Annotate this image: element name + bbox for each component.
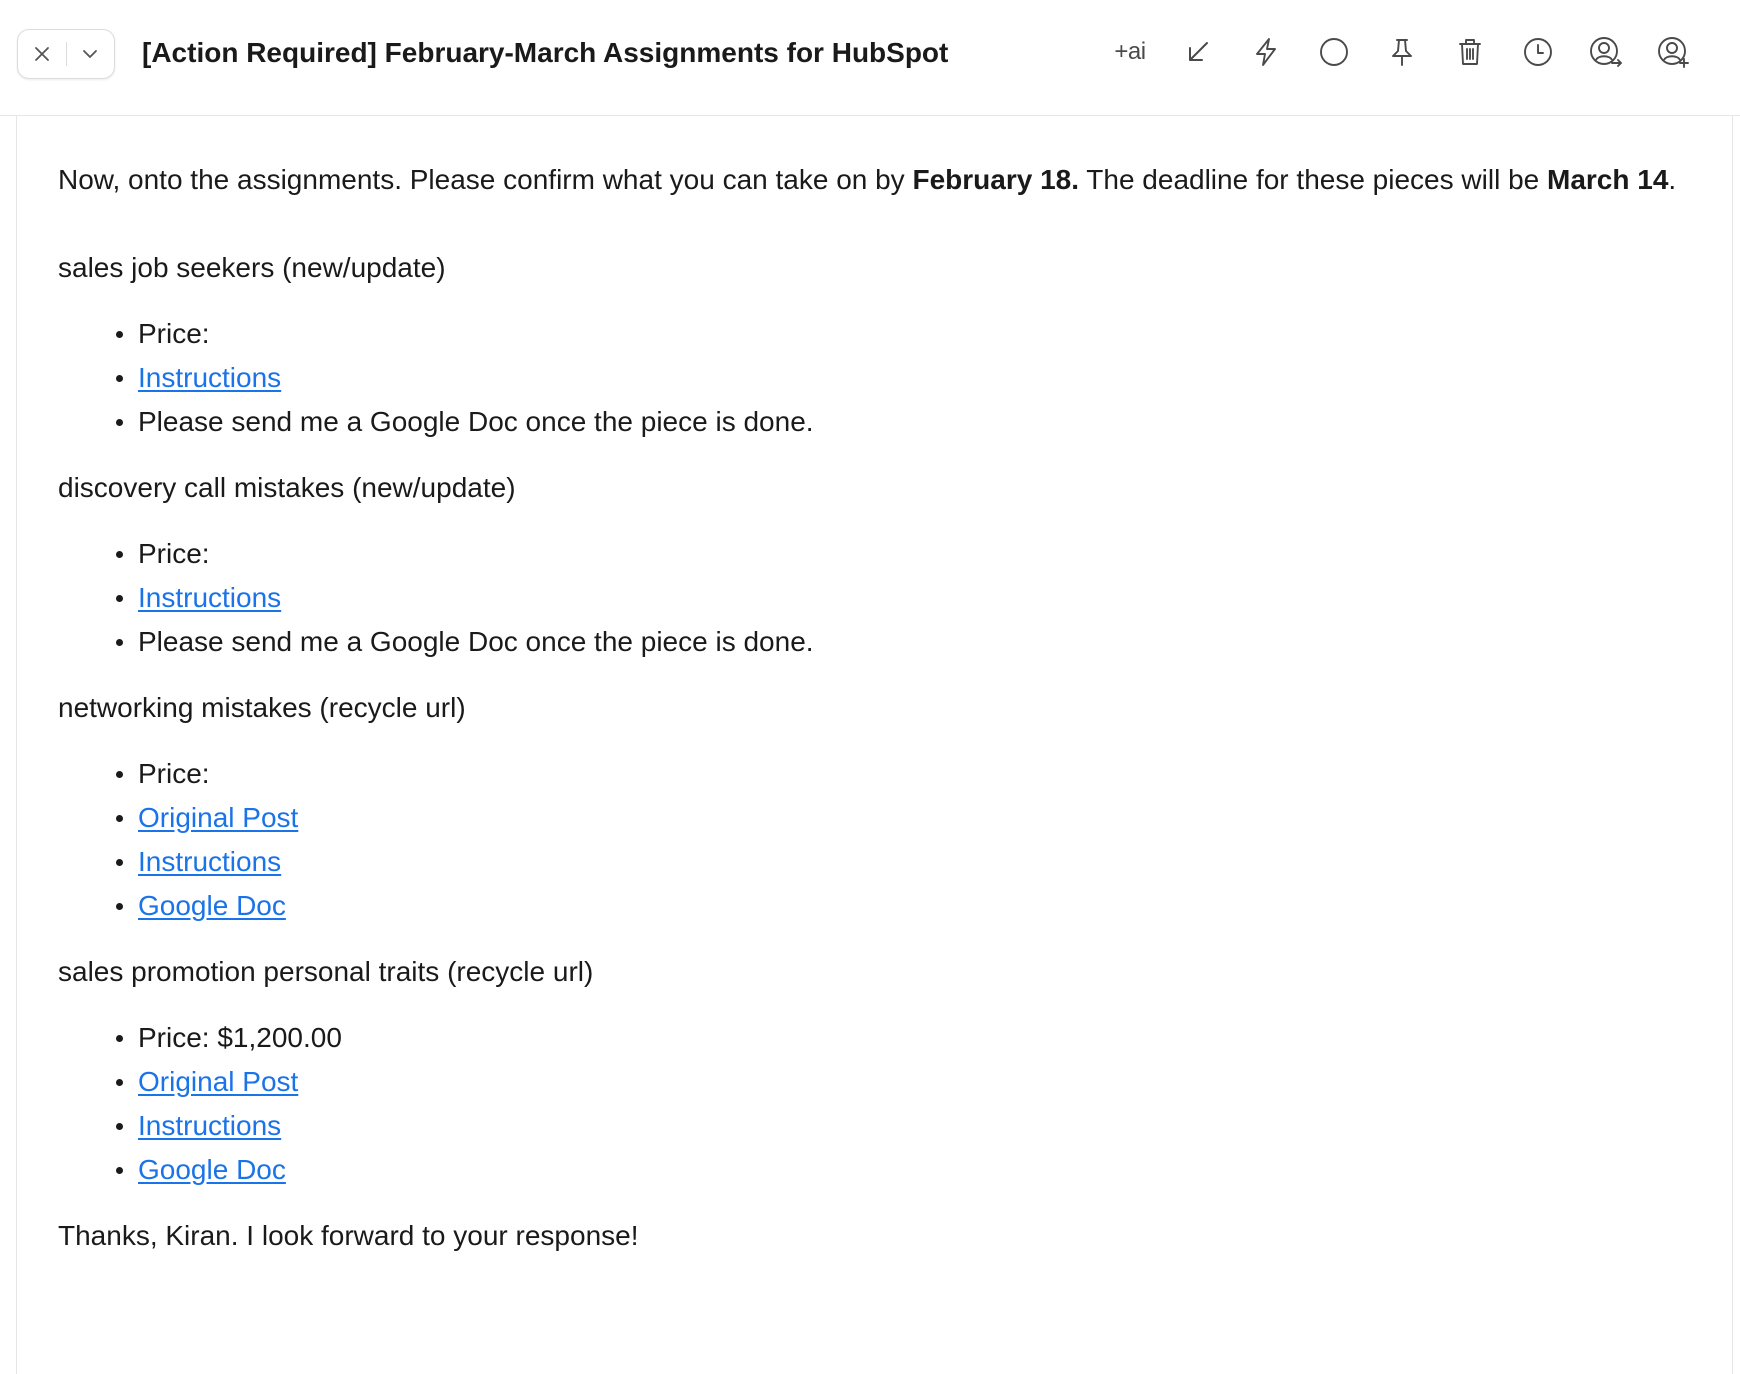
ai-button[interactable] (1106, 28, 1154, 76)
intro-text-1: Now, onto the assignments. Please confirm what you can take on by (58, 164, 913, 195)
clock-icon (1522, 36, 1554, 68)
close-button[interactable] (18, 30, 66, 78)
list-item-price (138, 532, 1688, 576)
section-list-discovery-call (58, 532, 1688, 664)
list-item-instructions (138, 840, 1688, 884)
list-item-price (138, 752, 1688, 796)
share-button[interactable] (1582, 28, 1630, 76)
instructions-link[interactable]: Instructions (138, 1110, 282, 1141)
confirm-date: February 18. (912, 164, 1079, 195)
user-forward-icon (1588, 35, 1624, 69)
list-item-original-post (138, 796, 1688, 840)
email-header (0, 0, 1740, 116)
list-item-instructions (138, 356, 1688, 400)
lightning-icon (1251, 36, 1281, 68)
user-add-icon (1656, 35, 1692, 69)
mark-done-button[interactable] (1310, 28, 1358, 76)
list-item-price (138, 312, 1688, 356)
list-item-google-doc (138, 884, 1688, 928)
section-list-sales-job-seekers (58, 312, 1688, 444)
instructions-link[interactable]: Instructions (138, 362, 282, 393)
pin-icon (1387, 36, 1417, 68)
nav-button-group (17, 29, 115, 79)
google-doc-link[interactable]: Google Doc (138, 890, 286, 921)
list-item-price (138, 1016, 1688, 1060)
intro-text-3: . (1668, 164, 1677, 195)
intro-paragraph (58, 158, 1688, 202)
reply-button[interactable] (1174, 28, 1222, 76)
price-text: Price: (138, 318, 210, 349)
list-item-note (138, 620, 1688, 664)
section-title-discovery-call: discovery call mistakes (new/update) (58, 472, 516, 503)
price-text: Price: (138, 758, 210, 789)
list-item-google-doc (138, 1148, 1688, 1192)
ai-label: +ai (1114, 38, 1146, 65)
add-participant-button[interactable] (1650, 28, 1698, 76)
message-body (58, 158, 1688, 1258)
list-item-note (138, 400, 1688, 444)
note-text: Please send me a Google Doc once the piece is done. (138, 626, 814, 657)
section-list-networking-mistakes (58, 752, 1688, 928)
pin-button[interactable] (1378, 28, 1426, 76)
section-title-sales-promotion: sales promotion personal traits (recycle url) (58, 956, 594, 987)
quick-action-button[interactable] (1242, 28, 1290, 76)
list-item-original-post (138, 1060, 1688, 1104)
closing-line: Thanks, Kiran. I look forward to your response! (58, 1220, 639, 1251)
remind-button[interactable] (1514, 28, 1562, 76)
section-title-networking-mistakes: networking mistakes (recycle url) (58, 692, 466, 723)
price-text: Price: (138, 538, 210, 569)
next-message-button[interactable] (67, 30, 115, 78)
original-post-link[interactable]: Original Post (138, 1066, 299, 1097)
original-post-link[interactable]: Original Post (138, 802, 299, 833)
chevron-down-icon (80, 44, 100, 64)
price-text: Price: $1,200.00 (138, 1022, 342, 1053)
note-text: Please send me a Google Doc once the piece is done. (138, 406, 814, 437)
instructions-link[interactable]: Instructions (138, 846, 282, 877)
section-title-sales-job-seekers: sales job seekers (new/update) (58, 252, 446, 283)
arrow-down-left-icon (1183, 37, 1213, 67)
email-subject: [Action Required] February-March Assignments for HubSpot (142, 37, 949, 68)
google-doc-link[interactable]: Google Doc (138, 1154, 286, 1185)
list-item-instructions (138, 576, 1688, 620)
instructions-link[interactable]: Instructions (138, 582, 282, 613)
circle-icon (1318, 36, 1350, 68)
email-toolbar (1086, 28, 1698, 76)
list-item-instructions (138, 1104, 1688, 1148)
intro-text-2: The deadline for these pieces will be (1079, 164, 1547, 195)
close-icon (32, 44, 52, 64)
trash-icon (1455, 36, 1485, 68)
delete-button[interactable] (1446, 28, 1494, 76)
deadline-date: March 14 (1547, 164, 1669, 195)
section-list-sales-promotion (58, 1016, 1688, 1192)
